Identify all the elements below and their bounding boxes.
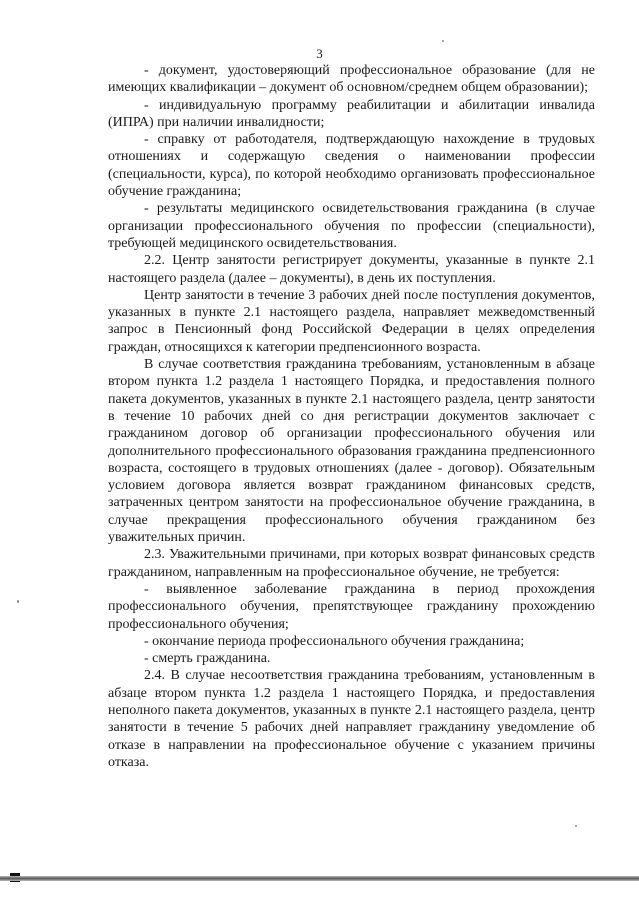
paragraph-training-end: - окончание периода профессионального обучения гражданина; (144, 633, 525, 649)
page-number: 3 (316, 46, 323, 61)
scan-speck (17, 600, 19, 603)
paragraph-contract: В случае соответствия гражданина требованиям, установленным в абзаце втором пункта 1.2 раздела 1 настоящего Порядка, и предоставления полного пакета документов, указанных в пункте 2.1 настоящего раздела, центр занятости в течение 10 рабочих дней со дня регистрации документов заключает с гражданином договор об организации профессионального обучения или дополнительного профессионального образования гражданина предпенсионного возраста, состоящего в трудовых отношениях (далее - договор). Обязательным условием договора является возврат гражданином финансовых средств, затраченных центром занятости на профессиональное обучение гражданина, в случае прекращения профессионального обучения гражданином без уважительных причин. (108, 357, 595, 546)
paragraph-ipra: - индивидуальную программу реабилитации и абилитации инвалида (ИПРА) при наличии инвалидности; (108, 97, 595, 130)
scan-speck (442, 40, 444, 42)
paragraph-employer-certificate: - справку от работодателя, подтверждающую нахождение в трудовых отношениях и содержащую сведения о наименовании профессии (специальности, курса), по которой необходимо организовать профессиональное обучение гражданина; (108, 132, 595, 200)
scan-speck (575, 825, 577, 827)
paragraph-2-2: 2.2. Центр занятости регистрирует документы, указанные в пункте 2.1 настоящего раздела (далее – документы), в день их поступления. (108, 253, 595, 286)
paragraph-document-education: - документ, удостоверяющий профессиональное образование (для не имеющих квалификации – документ об основном/среднем общем образовании); (108, 63, 595, 96)
scan-bottom-edge (0, 876, 639, 881)
paragraph-medical-results: - результаты медицинского освидетельствования гражданина (в случае организации профессионального обучения по профессии (специальности), требующей медицинского освидетельствования. (108, 201, 595, 251)
document-body (108, 62, 595, 771)
paragraph-2-4: 2.4. В случае несоответствия гражданина требованиям, установленным в абзаце втором пункта 1.2 раздела 1 настоящего Порядка, и предоставления неполного пакета документов, указанных в пункте 2.1 настоящего раздела, центр занятости в течение 5 рабочих дней направляет гражданину уведомление об отказе в направлении на профессиональное обучение с указанием причины отказа. (108, 668, 595, 770)
paragraph-illness: - выявленное заболевание гражданина в период прохождения профессионального обучения, препятствующее гражданину прохождению профессионального обучения; (108, 581, 595, 632)
paragraph-2-3: 2.3. Уважительными причинами, при которых возврат финансовых средств гражданином, направленным на профессиональное обучение, не требуется: (108, 547, 595, 580)
paragraph-interagency-request: Центр занятости в течение 3 рабочих дней после поступления документов, указанных в пункте 2.1 настоящего раздела, направляет межведомственный запрос в Пенсионный фонд Российской Федерации в целях определения граждан, относящихся к категории предпенсионного возраста. (108, 287, 595, 355)
paragraph-death: - смерть гражданина. (144, 651, 271, 667)
